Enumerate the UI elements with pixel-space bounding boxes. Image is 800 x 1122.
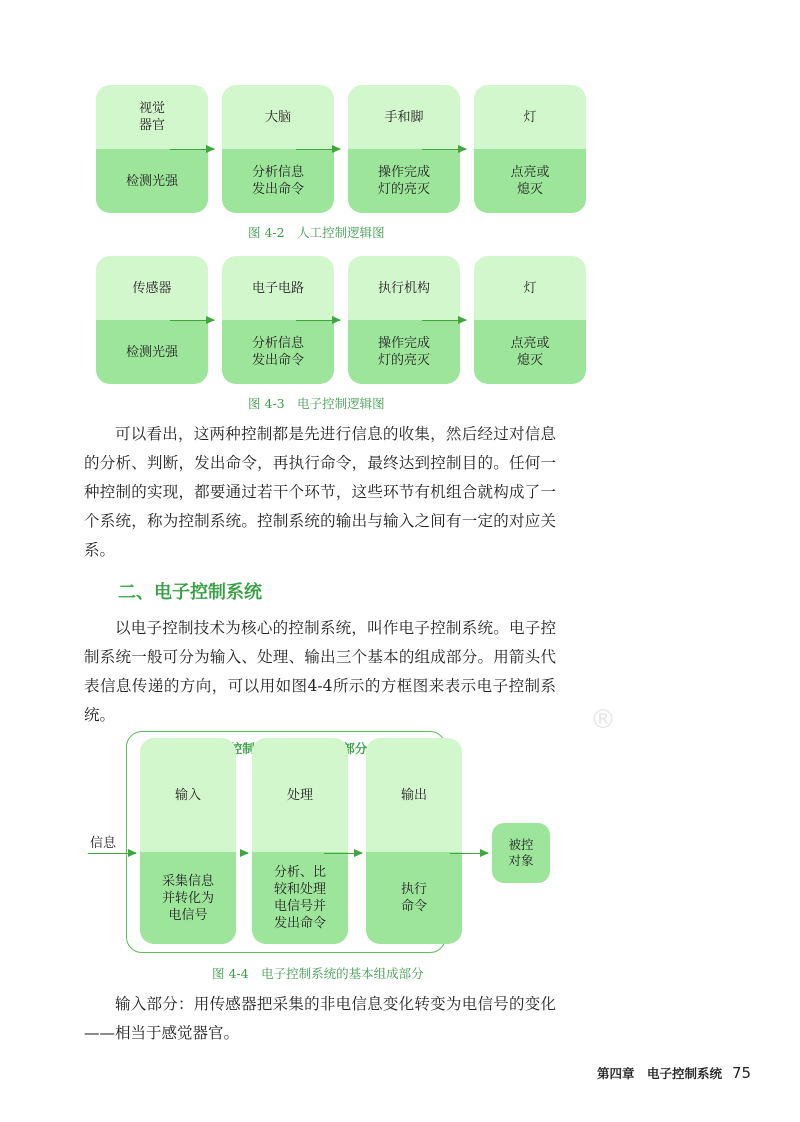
block-bottom-label: 执行 命令 xyxy=(366,852,462,944)
figure-caption: 图 4-3 电子控制逻辑图 xyxy=(248,396,385,411)
arrow xyxy=(296,149,340,150)
block-bottom-label: 检测光强 xyxy=(96,320,208,384)
block-top-label: 灯 xyxy=(523,280,537,296)
block-top-label: 处理 xyxy=(286,787,313,803)
paragraph-control-summary: 可以看出，这两种控制都是先进行信息的收集，然后经过对信息的分析、判断，发出命令，再执行命令，最终达到控制目的。任何一种控制的实现，都要通过若干个环节，这些环节有机组合就构成了一个系统，称为控制系统。控制系统的输出与输入之间有一定的对应关系。 xyxy=(84,425,556,559)
figure-caption: 图 4-4 电子控制系统的基本组成部分 xyxy=(212,966,424,981)
arrow xyxy=(88,853,136,854)
arrow xyxy=(170,149,214,150)
block-bottom-label: 检测光强 xyxy=(96,149,208,213)
section-heading: 二、电子控制系统 xyxy=(118,582,262,603)
block-bottom-label: 采集信息 并转化为 电信号 xyxy=(140,852,236,944)
block-top-label: 电子电路 xyxy=(251,280,304,296)
process-block xyxy=(252,738,348,944)
watermark: ® xyxy=(590,705,616,735)
block-top-label: 视觉 器官 xyxy=(138,101,165,133)
arrow xyxy=(170,320,214,321)
block-bottom-label: 操作完成 灯的亮灭 xyxy=(348,149,460,213)
arrow xyxy=(450,853,488,854)
paragraph-input-part: 输入部分：用传感器把采集的非电信息变化转变为电信号的变化——相当于感觉器官。 xyxy=(84,995,556,1042)
block-top-label: 传感器 xyxy=(132,280,172,296)
block-bottom-label: 点亮或 熄灭 xyxy=(474,149,586,213)
block-bottom-label: 点亮或 熄灭 xyxy=(474,320,586,384)
figure-caption: 图 4-2 人工控制逻辑图 xyxy=(248,225,385,240)
info-label: 信息 xyxy=(90,836,117,851)
page-number: 75 xyxy=(732,1064,752,1082)
output-block xyxy=(366,738,462,944)
block-bottom-label: 分析、比 较和处理 电信号并 发出命令 xyxy=(252,852,348,944)
chapter-title: 第四章 电子控制系统 xyxy=(597,1066,723,1081)
arrow xyxy=(422,149,466,150)
block-top-label: 输出 xyxy=(400,787,427,803)
arrow xyxy=(296,320,340,321)
paragraph-electronic-control: 以电子控制技术为核心的控制系统，叫作电子控制系统。电子控制系统一般可分为输入、处理、输出三个基本的组成部分。用箭头代表信息传递的方向，可以用如图4-4所示的方框图来表示电子控制系统。 xyxy=(84,619,556,724)
block-top-label: 灯 xyxy=(523,109,537,125)
block-bottom-label: 分析信息 发出命令 xyxy=(222,149,334,213)
arrow xyxy=(240,853,248,854)
arrow xyxy=(422,320,466,321)
input-block xyxy=(140,738,236,944)
page-footer xyxy=(597,1064,751,1082)
block-bottom-label: 操作完成 灯的亮灭 xyxy=(348,320,460,384)
arrow xyxy=(324,853,362,854)
fig2-block-4 xyxy=(474,85,586,213)
block-top-label: 手和脚 xyxy=(384,109,424,125)
fig3-block-4 xyxy=(474,256,586,384)
block-top-label: 执行机构 xyxy=(377,280,430,296)
block-bottom-label: 分析信息 发出命令 xyxy=(222,320,334,384)
block-top-label: 输入 xyxy=(174,787,201,803)
controlled-object-block: 被控 对象 xyxy=(492,823,550,883)
block-top-label: 大脑 xyxy=(264,109,291,125)
